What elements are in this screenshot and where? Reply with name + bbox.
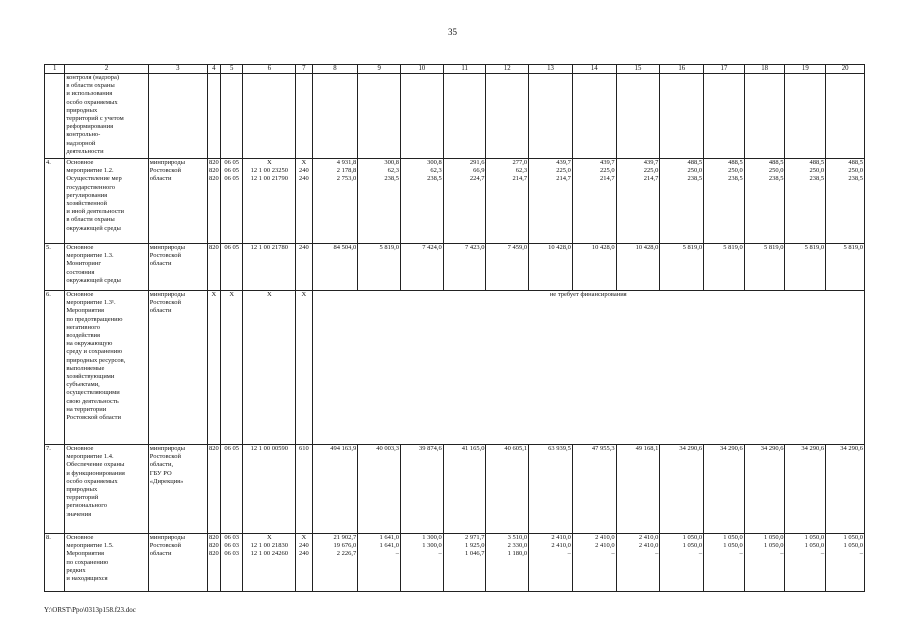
cell-line: X bbox=[266, 534, 272, 541]
no-funding-note: не требует финансирования bbox=[312, 291, 864, 445]
budget-code-cell: X bbox=[296, 291, 312, 445]
cell-line: 06 05 bbox=[224, 159, 239, 166]
cell-line: 1 925,0 bbox=[464, 542, 485, 550]
cell-line: 488,5 bbox=[687, 159, 703, 166]
cell-line: 1 050,0 bbox=[723, 534, 743, 541]
cell-line: 250,0 bbox=[768, 167, 784, 175]
amount-cell bbox=[744, 534, 785, 592]
amount-cell bbox=[744, 445, 785, 534]
cell-line: 2 410,0 bbox=[551, 542, 571, 550]
cell-line: 240 bbox=[299, 542, 309, 550]
cell-line: 1 050,0 bbox=[843, 534, 863, 541]
amount-cell bbox=[312, 445, 358, 534]
cell-line: 34 290,6 bbox=[760, 445, 784, 452]
amount-cell bbox=[744, 74, 785, 159]
cell-line: 06 03 bbox=[224, 550, 239, 558]
cell-line: 63 939,5 bbox=[548, 445, 571, 452]
activity-name: Основное мероприятие 1.3. Мониторинг состояния окружающей среды bbox=[65, 244, 148, 291]
cell-line: – bbox=[859, 550, 863, 558]
cell-line: 439,7 bbox=[643, 159, 659, 166]
budget-code-cell bbox=[220, 534, 242, 592]
amount-cell bbox=[486, 244, 529, 291]
cell-line: 5 819,0 bbox=[804, 244, 825, 251]
cell-line: 10 428,0 bbox=[635, 244, 659, 251]
table-row bbox=[45, 291, 865, 445]
cell-line: 34 290,6 bbox=[801, 445, 825, 452]
cell-line: 2 410,0 bbox=[595, 542, 615, 550]
cell-line: 3 510,0 bbox=[507, 534, 528, 541]
cell-line: 84 504,0 bbox=[333, 244, 357, 251]
cell-line: 214,7 bbox=[556, 175, 571, 183]
amount-cell bbox=[572, 445, 616, 534]
column-header: 20 bbox=[826, 65, 865, 74]
footer-file-path: Y:\ORST\Ppo\0313p158.f23.doc bbox=[44, 606, 136, 614]
amount-cell bbox=[826, 74, 865, 159]
budget-code-cell: X bbox=[220, 291, 242, 445]
amount-cell bbox=[785, 445, 826, 534]
budget-code-cell bbox=[243, 244, 296, 291]
budget-code-cell bbox=[220, 445, 242, 534]
amount-cell bbox=[401, 445, 444, 534]
budget-code-cell bbox=[243, 74, 296, 159]
cell-line: 10 428,0 bbox=[548, 244, 571, 251]
amount-cell bbox=[312, 244, 358, 291]
cell-line: 214,7 bbox=[512, 175, 528, 183]
cell-line: 7 424,0 bbox=[422, 244, 442, 251]
cell-line: 238,5 bbox=[427, 175, 442, 183]
executor: минприроды Ростовской области bbox=[148, 291, 207, 445]
column-header: 19 bbox=[785, 65, 826, 74]
cell-line: – bbox=[820, 550, 825, 558]
page-number: 35 bbox=[448, 27, 457, 37]
column-header: 10 bbox=[401, 65, 444, 74]
amount-cell bbox=[785, 74, 826, 159]
cell-line: 820 bbox=[209, 550, 219, 558]
column-header: 4 bbox=[207, 65, 220, 74]
column-header: 11 bbox=[443, 65, 486, 74]
amount-cell bbox=[616, 159, 660, 244]
cell-line: 12 1 00 21780 bbox=[250, 244, 288, 251]
cell-line: 1 050,0 bbox=[804, 542, 825, 550]
budget-code-cell bbox=[296, 159, 312, 244]
cell-line: 2 410,0 bbox=[638, 534, 659, 541]
budget-code-cell bbox=[243, 159, 296, 244]
table-row bbox=[45, 159, 865, 244]
amount-cell bbox=[358, 159, 401, 244]
amount-cell bbox=[660, 159, 704, 244]
column-header: 1 bbox=[45, 65, 65, 74]
amount-cell bbox=[358, 74, 401, 159]
cell-line: 225,0 bbox=[600, 167, 615, 175]
cell-line: 41 165,0 bbox=[461, 445, 485, 452]
amount-cell bbox=[312, 159, 358, 244]
cell-line: 238,5 bbox=[768, 175, 784, 183]
cell-line: 1 641,0 bbox=[379, 534, 400, 541]
cell-line: 488,5 bbox=[848, 159, 863, 166]
budget-code-cell bbox=[296, 534, 312, 592]
cell-line: 5 819,0 bbox=[763, 244, 784, 251]
cell-line: 66,9 bbox=[473, 167, 485, 175]
cell-line: – bbox=[739, 550, 743, 558]
cell-line: 12 1 00 21830 bbox=[250, 542, 288, 550]
cell-line: 40 003,3 bbox=[376, 445, 400, 452]
amount-cell bbox=[486, 74, 529, 159]
cell-line: 5 819,0 bbox=[682, 244, 703, 251]
cell-line: 1 300,0 bbox=[422, 534, 442, 541]
budget-code-cell bbox=[296, 74, 312, 159]
cell-line: 1 050,0 bbox=[682, 534, 703, 541]
column-header: 9 bbox=[358, 65, 401, 74]
amount-cell bbox=[401, 74, 444, 159]
cell-line: 300,8 bbox=[384, 159, 400, 166]
row-number: 5. bbox=[45, 244, 65, 291]
cell-line: 250,0 bbox=[848, 167, 863, 175]
column-header: 14 bbox=[572, 65, 616, 74]
executor: минприроды Ростовской области, ГБУ РО «Дирекция» bbox=[148, 445, 207, 534]
amount-cell bbox=[529, 445, 573, 534]
cell-line: 820 bbox=[209, 167, 219, 175]
cell-line: 225,0 bbox=[556, 167, 571, 175]
cell-line: – bbox=[611, 550, 615, 558]
column-header: 8 bbox=[312, 65, 358, 74]
cell-line: 488,5 bbox=[728, 159, 743, 166]
amount-cell bbox=[616, 244, 660, 291]
amount-cell bbox=[572, 74, 616, 159]
amount-cell bbox=[529, 159, 573, 244]
cell-line: 2 753,0 bbox=[336, 175, 357, 183]
cell-line: X bbox=[301, 159, 307, 166]
cell-line: 277,0 bbox=[512, 159, 528, 166]
cell-line: 1 050,0 bbox=[763, 542, 784, 550]
budget-code-cell bbox=[207, 74, 220, 159]
cell-line: 12 1 00 21790 bbox=[250, 175, 288, 183]
table-row bbox=[45, 445, 865, 534]
cell-line: 214,7 bbox=[643, 175, 659, 183]
cell-line: 820 bbox=[209, 534, 219, 541]
activity-name: Основное мероприятие 1.4. Обеспечение охраны и функционирования особо охраняемых природных территорий регионального значения bbox=[65, 445, 148, 534]
amount-cell bbox=[744, 244, 785, 291]
cell-line: 40 605,1 bbox=[504, 445, 528, 452]
cell-line: 4 931,8 bbox=[336, 159, 357, 166]
cell-line: 224,7 bbox=[469, 175, 485, 183]
amount-cell bbox=[660, 244, 704, 291]
cell-line: 250,0 bbox=[809, 167, 825, 175]
cell-line: 1 050,0 bbox=[682, 542, 703, 550]
cell-line: 06 03 bbox=[224, 534, 239, 541]
cell-line: 62,3 bbox=[515, 167, 528, 175]
cell-line: X bbox=[301, 534, 307, 541]
cell-line: 2 330,0 bbox=[507, 542, 528, 550]
cell-line: 820 bbox=[209, 244, 219, 251]
amount-cell bbox=[826, 159, 865, 244]
amount-cell bbox=[660, 534, 704, 592]
row-number: 8. bbox=[45, 534, 65, 592]
cell-line: 494 163,9 bbox=[330, 445, 357, 452]
table-body bbox=[45, 65, 865, 592]
budget-code-cell bbox=[296, 244, 312, 291]
cell-line: 5 819,0 bbox=[723, 244, 743, 251]
amount-cell bbox=[704, 244, 745, 291]
cell-line: 12 1 00 23250 bbox=[250, 167, 288, 175]
amount-cell bbox=[358, 445, 401, 534]
amount-cell bbox=[529, 244, 573, 291]
cell-line: 610 bbox=[299, 445, 309, 452]
amount-cell bbox=[401, 244, 444, 291]
cell-line: 238,5 bbox=[687, 175, 703, 183]
cell-line: 820 bbox=[209, 445, 219, 452]
activity-name: Основное мероприятие 1.2. Осуществление мер государственного регулирования хозяйственной и иной деятельности в области охраны окружающей среды bbox=[65, 159, 148, 244]
cell-line: 34 290,6 bbox=[840, 445, 863, 452]
budget-code-cell bbox=[220, 74, 242, 159]
amount-cell bbox=[443, 244, 486, 291]
cell-line: 238,5 bbox=[384, 175, 400, 183]
cell-line: 488,5 bbox=[768, 159, 784, 166]
cell-line: 250,0 bbox=[687, 167, 703, 175]
cell-line: 06 05 bbox=[224, 175, 239, 183]
amount-cell bbox=[486, 445, 529, 534]
cell-line: 12 1 00 24260 bbox=[250, 550, 288, 558]
row-number: 6. bbox=[45, 291, 65, 445]
activity-name: контроля (надзора) в области охраны и использования особо охраняемых природных территорий с учетом реформирования контрольно- надзорной деятельности bbox=[65, 74, 148, 159]
budget-code-cell: X bbox=[243, 291, 296, 445]
amount-cell bbox=[826, 534, 865, 592]
cell-line: – bbox=[567, 550, 571, 558]
cell-line: 2 410,0 bbox=[551, 534, 571, 541]
cell-line: 1 050,0 bbox=[763, 534, 784, 541]
cell-line: X bbox=[266, 159, 272, 166]
cell-line: 439,7 bbox=[600, 159, 615, 166]
cell-line: 820 bbox=[209, 542, 219, 550]
row-number: 4. bbox=[45, 159, 65, 244]
amount-cell bbox=[529, 534, 573, 592]
cell-line: 240 bbox=[299, 167, 309, 175]
amount-cell bbox=[660, 445, 704, 534]
cell-line: 240 bbox=[299, 244, 309, 251]
row-number: 7. bbox=[45, 445, 65, 534]
cell-line: 47 955,3 bbox=[591, 445, 615, 452]
cell-line: 21 902,7 bbox=[333, 534, 357, 541]
amount-cell bbox=[704, 159, 745, 244]
amount-cell bbox=[358, 244, 401, 291]
cell-line: 820 bbox=[209, 159, 219, 166]
cell-line: 439,7 bbox=[556, 159, 571, 166]
cell-line: 1 050,0 bbox=[843, 542, 863, 550]
amount-cell bbox=[572, 244, 616, 291]
cell-line: 06 05 bbox=[224, 244, 239, 251]
cell-line: 1 050,0 bbox=[804, 534, 825, 541]
cell-line: 12 1 00 00590 bbox=[250, 445, 288, 452]
amount-cell bbox=[572, 534, 616, 592]
amount-cell bbox=[704, 445, 745, 534]
amount-cell bbox=[401, 159, 444, 244]
column-header: 3 bbox=[148, 65, 207, 74]
amount-cell bbox=[704, 74, 745, 159]
cell-line: 1 300,0 bbox=[422, 542, 442, 550]
amount-cell bbox=[312, 74, 358, 159]
amount-cell bbox=[616, 445, 660, 534]
activity-name: Основное мероприятие 1.5. Мероприятия по сохранению редких и находящихся bbox=[65, 534, 148, 592]
cell-line: 7 459,0 bbox=[507, 244, 528, 251]
column-header: 5 bbox=[220, 65, 242, 74]
cell-line: – bbox=[780, 550, 784, 558]
cell-line: – bbox=[395, 550, 400, 558]
cell-line: 240 bbox=[299, 550, 309, 558]
cell-line: 62,3 bbox=[387, 167, 400, 175]
cell-line: 1 050,0 bbox=[723, 542, 743, 550]
cell-line: 2 410,0 bbox=[638, 542, 659, 550]
cell-line: 2 410,0 bbox=[595, 534, 615, 541]
cell-line: 2 178,8 bbox=[336, 167, 357, 175]
column-header: 7 bbox=[296, 65, 312, 74]
amount-cell bbox=[785, 244, 826, 291]
cell-line: 1 180,0 bbox=[507, 550, 528, 558]
cell-line: – bbox=[438, 550, 442, 558]
budget-table bbox=[44, 64, 865, 592]
executor: минприроды Ростовской области bbox=[148, 534, 207, 592]
column-header: 17 bbox=[704, 65, 745, 74]
cell-line: 34 290,6 bbox=[679, 445, 703, 452]
column-header: 13 bbox=[529, 65, 573, 74]
cell-line: 06 05 bbox=[224, 445, 239, 452]
cell-line: 2 971,7 bbox=[464, 534, 485, 541]
cell-line: – bbox=[655, 550, 659, 558]
cell-line: 1 641,0 bbox=[379, 542, 400, 550]
column-header: 12 bbox=[486, 65, 529, 74]
budget-code-cell bbox=[220, 159, 242, 244]
cell-line: 820 bbox=[209, 175, 219, 183]
cell-line: 291,6 bbox=[469, 159, 485, 166]
cell-line: 250,0 bbox=[728, 167, 743, 175]
cell-line: 5 819,0 bbox=[379, 244, 400, 251]
cell-line: 1 046,7 bbox=[464, 550, 485, 558]
table-row bbox=[45, 534, 865, 592]
amount-cell bbox=[443, 445, 486, 534]
cell-line: 238,5 bbox=[728, 175, 743, 183]
cell-line: 240 bbox=[299, 175, 309, 183]
budget-code-cell bbox=[207, 445, 220, 534]
table-row bbox=[45, 74, 865, 159]
budget-code-cell bbox=[296, 445, 312, 534]
amount-cell bbox=[486, 159, 529, 244]
amount-cell bbox=[358, 534, 401, 592]
cell-line: 34 290,6 bbox=[720, 445, 743, 452]
amount-cell bbox=[704, 534, 745, 592]
executor: минприроды Ростовской области bbox=[148, 244, 207, 291]
budget-code-cell bbox=[207, 159, 220, 244]
cell-line: – bbox=[698, 550, 703, 558]
cell-line: 238,5 bbox=[809, 175, 825, 183]
amount-cell bbox=[312, 534, 358, 592]
amount-cell bbox=[443, 159, 486, 244]
column-header: 16 bbox=[660, 65, 704, 74]
cell-line: 5 819,0 bbox=[843, 244, 863, 251]
budget-code-cell bbox=[207, 244, 220, 291]
amount-cell bbox=[572, 159, 616, 244]
budget-code-cell bbox=[220, 244, 242, 291]
budget-code-cell bbox=[207, 534, 220, 592]
amount-cell bbox=[826, 445, 865, 534]
amount-cell bbox=[401, 534, 444, 592]
table-row bbox=[45, 244, 865, 291]
amount-cell bbox=[785, 534, 826, 592]
amount-cell bbox=[486, 534, 529, 592]
cell-line: 2 226,7 bbox=[336, 550, 357, 558]
cell-line: 225,0 bbox=[643, 167, 659, 175]
amount-cell bbox=[826, 244, 865, 291]
column-header: 18 bbox=[744, 65, 785, 74]
amount-cell bbox=[529, 74, 573, 159]
executor bbox=[148, 74, 207, 159]
amount-cell bbox=[785, 159, 826, 244]
executor: минприроды Ростовской области bbox=[148, 159, 207, 244]
amount-cell bbox=[616, 534, 660, 592]
budget-code-cell bbox=[243, 445, 296, 534]
cell-line: 06 05 bbox=[224, 167, 239, 175]
column-header: 15 bbox=[616, 65, 660, 74]
cell-line: 10 428,0 bbox=[591, 244, 615, 251]
amount-cell bbox=[660, 74, 704, 159]
cell-line: 39 874,6 bbox=[418, 445, 442, 452]
row-number bbox=[45, 74, 65, 159]
cell-line: 19 676,0 bbox=[333, 542, 357, 550]
budget-code-cell: X bbox=[207, 291, 220, 445]
cell-line: 7 423,0 bbox=[464, 244, 485, 251]
amount-cell bbox=[443, 534, 486, 592]
cell-line: 214,7 bbox=[600, 175, 615, 183]
column-header: 6 bbox=[243, 65, 296, 74]
amount-cell bbox=[616, 74, 660, 159]
column-header: 2 bbox=[65, 65, 148, 74]
activity-name: Основное мероприятие 1.3¹. Мероприятия по предотвращению негативного воздействия на окружающую среду и сохранению природных ресурсов, выполняемые хозяйствующими субъектами, осуществляющими свою деятельность на территории Ростовской области bbox=[65, 291, 148, 445]
cell-line: 300,8 bbox=[427, 159, 442, 166]
cell-line: 238,5 bbox=[848, 175, 863, 183]
cell-line: 488,5 bbox=[809, 159, 825, 166]
amount-cell bbox=[443, 74, 486, 159]
cell-line: 06 03 bbox=[224, 542, 239, 550]
cell-line: 49 168,1 bbox=[635, 445, 659, 452]
header-row bbox=[45, 65, 865, 74]
amount-cell bbox=[744, 159, 785, 244]
cell-line: 62,3 bbox=[430, 167, 442, 175]
budget-code-cell bbox=[243, 534, 296, 592]
